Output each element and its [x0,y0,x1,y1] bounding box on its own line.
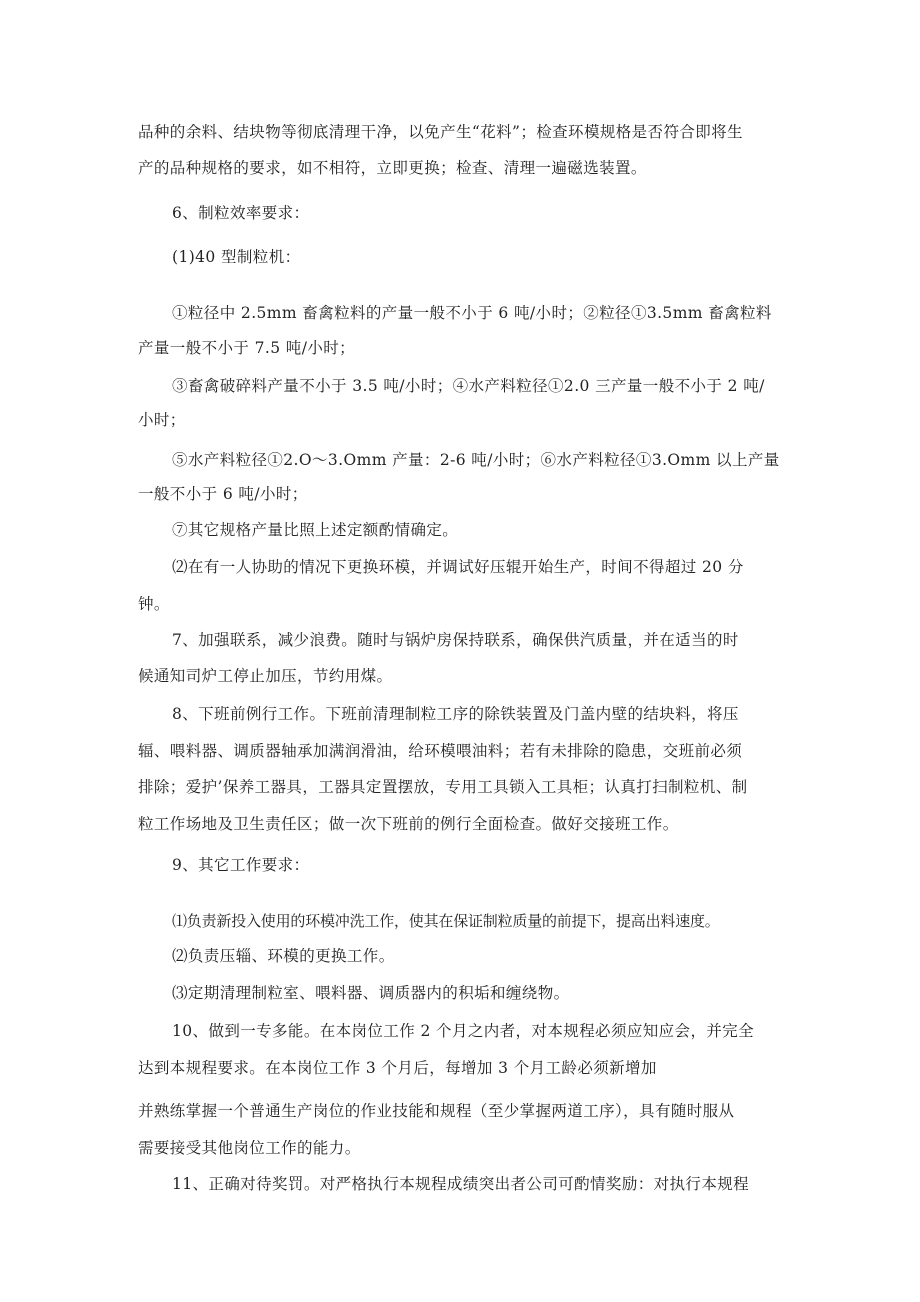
text-line: ⑵在有一人协助的情况下更换环模，并调试好压辊开始生产，时间不得超过 20 分 [172,558,744,576]
text-line: 产量一般不小于 7.5 吨/小时； [138,339,356,357]
text-line: 并熟练掌握一个普通生产岗位的作业技能和规程（至少掌握两道工序），具有随时服从 [138,1102,735,1120]
text-line: 钟。 [138,595,170,613]
section-heading: 7、加强联系，减少浪费。随时与锅炉房保持联系，确保供汽质量，并在适当的时 [172,631,739,649]
section-heading: 6、制粒效率要求： [172,204,310,222]
text-line: ③畜禽破碎料产量不小于 3.5 吨/小时；④水产料粒径①2.0 三产量一般不小于 2 吨/ [172,377,765,395]
text-line: ⑦其它规格产量比照上述定额酌情确定。 [172,521,459,539]
text-line: ⑵负责压辎、环模的更换工作。 [172,947,395,965]
text-line: 小时； [138,411,186,429]
text-line: 品种的余料、结块物等彻底清理干净，以免产生“花料”；检查环模规格是否符合即将生 [138,123,743,141]
section-heading: 9、其它工作要求： [172,856,310,874]
section-heading: 8、下班前例行工作。下班前清理制粒工序的除铁装置及门盖内壁的结块料，将压 [172,705,739,723]
section-heading: 10、做到一专多能。在本岗位工作 2 个月之内者，对本规程必须应知应会，并完全 [172,1022,755,1040]
text-line: ①粒径中 2.5mm 畜禽粒料的产量一般不小于 6 吨/小时；②粒径①3.5mm 畜禽粒料 [172,304,772,322]
text-line: ⑴负责新投入使用的环模冲洗工作，使其在保证制粒质量的前提下，提高出料速度。 [172,912,720,930]
subsection-heading: (1)40 型制粒机： [172,248,301,266]
text-line: 粒工作场地及卫生责任区；做一次下班前的例行全面检查。做好交接班工作。 [138,815,679,833]
text-line: ⑶定期清理制粒室、喂料器、调质器内的积垢和缠绕物。 [172,984,570,1002]
text-line: 候通知司炉工停止加压，节约用煤。 [138,667,393,685]
section-heading: 11、正确对待奖罚。对严格执行本规程成绩突出者公司可酌情奖励：对执行本规程 [172,1175,750,1193]
text-line: 产的品种规格的要求，如不相符，立即更换；检查、清理一遍磁选装置。 [138,159,647,177]
text-line: 需要接受其他岗位工作的能力。 [138,1139,361,1157]
text-line: 达到本规程要求。在本岗位工作 3 个月后，每增加 3 个月工龄必须新增加 [138,1059,657,1077]
text-line: ⑤水产料粒径①2.O～3.Omm 产量：2-6 吨/小时；⑥水产料粒径①3.Omm 以上产量 [172,451,780,469]
text-line: 排除；爱护’保养工器具，工器具定置摆放，专用工具锁入工具柜；认真打扫制粒机、制 [138,778,748,796]
text-line: 一般不小于 6 吨/小时； [138,485,308,503]
text-line: 辐、喂料器、调质器轴承加满润滑油，给环模喂油料；若有未排除的隐患，交班前必须 [138,742,743,760]
